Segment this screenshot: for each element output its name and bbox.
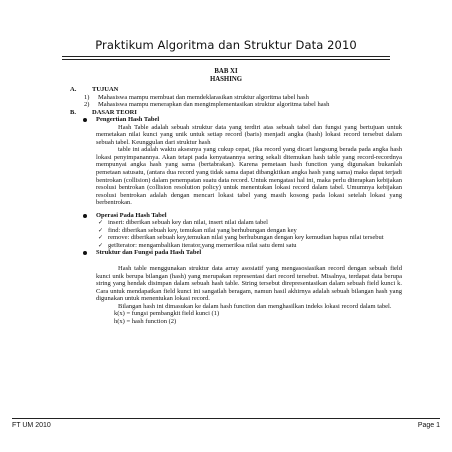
footer-left-text: FT UM 2010 bbox=[12, 422, 51, 429]
chapter-title: HASHING bbox=[209, 75, 243, 83]
list-item: ✓ remove: diberikan sebuah key,temukan nilai yang berhubungan dengan key kemudian hapus nilai tersebut bbox=[98, 234, 384, 242]
list-item: ✓ find: diberikan sebuah key, temukan nilai yang berhubungan dengan key bbox=[98, 226, 297, 234]
section-tujuan-heading: A. TUJUAN bbox=[70, 86, 119, 93]
checkmark-icon: ✓ bbox=[98, 241, 104, 249]
subheading-struktur: Struktur dan Fungsi pada Hash Tabel bbox=[70, 249, 402, 257]
checkmark-icon: ✓ bbox=[98, 226, 104, 234]
list-item: ✓ insert: diberikan sebuah key dan nilai, insert nilai dalam tabel bbox=[98, 219, 268, 227]
footer-rule bbox=[12, 418, 440, 419]
tujuan-item: 2) Mahasiswa mampu menerapkan dan mengimplementasikan struktur algoritma tabel hash bbox=[84, 101, 330, 109]
header-rule-thin bbox=[62, 59, 390, 60]
bullet-icon bbox=[83, 118, 87, 122]
checkmark-icon: ✓ bbox=[98, 219, 104, 227]
document-body bbox=[70, 86, 402, 325]
bullet-icon bbox=[83, 214, 87, 218]
page-header-title: Praktikum Algoritma dan Struktur Data 2010 bbox=[95, 38, 357, 52]
paragraph: table ini adalah waktu aksesnya yang cukup cepat, jika record yang dicari langsung berada pada angka hash lokasi penyimpanannya. Akan tetapi pada kenyataannya sering sekali ditemukan hash table yang record-recordnya mempunyai angka hash yang sama (bertabrakan). Karena pemetaan hash function yang digunakan bukanlah pemetaan satusatu, (antara dua record yang tidak sama dapat dibangkitkan angka hash yang sama) maka dapat terjadi bentrokan (collision) dalam penempatan suatu data record. Untuk mengatasi hal ini, maka perlu diterapkan kebijakan resolusi bentrokan (collision resolution policy) untuk menentukan lokasi record dalam tabel. Umumnya kebijakan resolusi bentrokan adalah dengan mencari lokasi tabel yang masih kosong pada lokasi setelah lokasi yang berbentrokan. bbox=[96, 146, 402, 207]
chapter-heading bbox=[0, 68, 452, 83]
chapter-number: BAB XI bbox=[214, 68, 238, 75]
paragraph: Bilangan hash ini dimasukan ke dalam hash function dan menghasilkan indeks lokasi record dalam tabel. bbox=[118, 302, 392, 310]
footer-page-number: Page 1 bbox=[417, 422, 440, 429]
formula-line: k(x) = fungsi pembangkit field kunci (1) bbox=[114, 310, 220, 318]
list-item: ✓ getIterator: mengambalikan iterator,yang memeriksa nilai satu demi satu bbox=[98, 241, 297, 249]
subheading-pengertian: Pengertian Hash Tabel bbox=[70, 116, 402, 124]
bullet-icon bbox=[83, 251, 87, 255]
subheading-operasi: Operasi Pada Hash Tabel bbox=[70, 212, 402, 220]
paragraph: Hash table menggunakan struktur data array asosiatif yang mengasosiasikan record dengan sebuah field kunci unik berupa bilangan (hash) yang merupakan representasi dari record tersebut. Misalnya, terdapat data berupa string yang hendak disimpan dalam sebuah hash table. String tersebut direpresentasikan dalam sebuah field kunci k. Cara untuk mendapatkan field kunci ini sangatlah beragam, namun hasil akhirnya adalah sebuah bilangan hash yang digunakan untuk menentukan lokasi record. bbox=[96, 265, 402, 303]
header-rule bbox=[62, 56, 390, 57]
tujuan-item: 1) Mahasiswa mampu membuat dan memdeklarasikan struktur algoritma tabel hash bbox=[84, 93, 309, 101]
section-dasar-heading: B. DASAR TEORI bbox=[70, 108, 137, 116]
checkmark-icon: ✓ bbox=[98, 234, 104, 242]
paragraph: Hash Table adalah sebuah struktur data yang terdiri atas sebuah tabel dan fungsi yang bertujuan untuk memetakan nilai kunci yang unik untuk setiap record (baris) menjadi angka (hash) lokasi record tersebut dalam sebuah tabel. Keunggulan dari struktur hash bbox=[96, 123, 402, 146]
formula-line: h(x) = hash function (2) bbox=[114, 317, 177, 325]
